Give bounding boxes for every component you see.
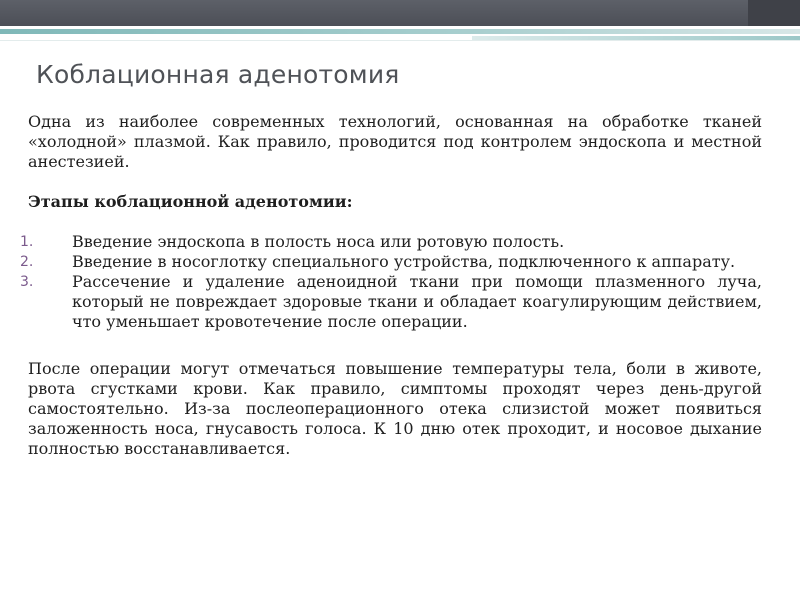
list-item-text: Введение эндоскопа в полость носа или ротовую полость. [72,232,565,251]
list-item-number: 3. [20,274,34,290]
outro-paragraph: После операции могут отмечаться повышение температуры тела, боли в животе, рвота сгустками крови. Как правило, симптомы проходят через день-другой самостоятельно. Из-за послеоперационного отека слизистой может появиться заложенность носа, гнусавость голоса. К 10 дню отек проходит, и носовое дыхание полностью восстанавливается. [28,359,762,458]
list-item-number: 1. [20,234,34,250]
accent-stripe [0,29,800,34]
divider-line [0,40,800,41]
stages-list [20,232,762,332]
slide-body [20,112,762,459]
intro-paragraph: Одна из наиболее современных технологий, основанная на обработке тканей «холодной» плазмой. Как правило, проводится под контролем эндоскопа и местной анестезией. [28,112,762,171]
list-item-text: Рассечение и удаление аденоидной ткани при помощи плазменного луча, который не повреждает здоровые ткани и обладает коагулирующим действием, что уменьшает кровотечение после операции. [72,272,762,331]
slide-title: Коблационная аденотомия [36,60,400,89]
list-item-text: Введение в носоглотку специального устройства, подключенного к аппарату. [72,252,736,271]
list-item [20,272,762,332]
list-item [20,232,762,252]
stages-heading: Этапы коблационной аденотомии: [28,192,353,211]
top-bar-corner [748,0,800,26]
top-bar [0,0,800,26]
list-item [20,252,762,272]
list-item-number: 2. [20,254,34,270]
